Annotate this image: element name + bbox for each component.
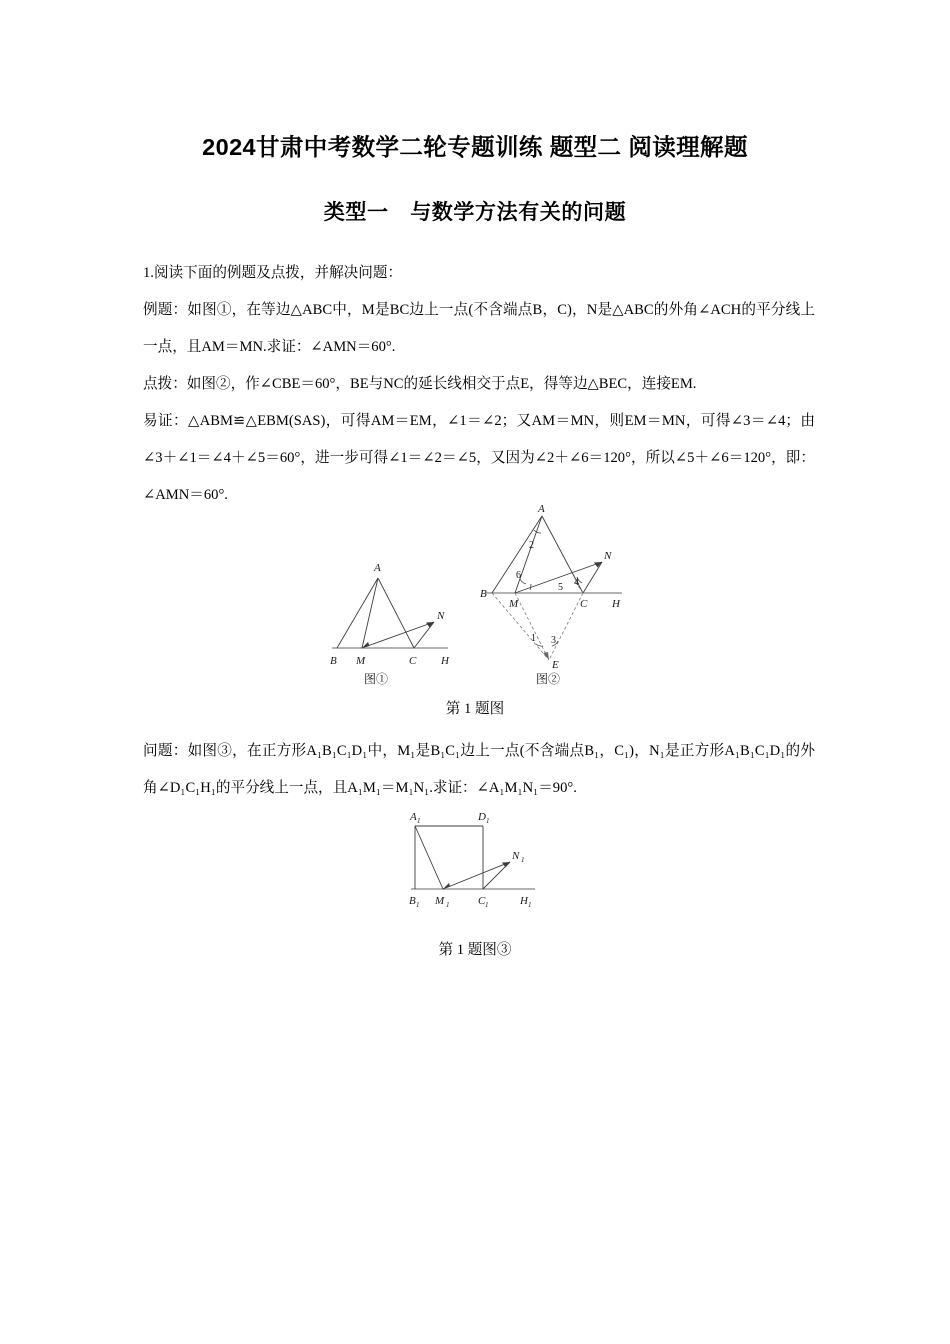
fig1-seg-AM bbox=[362, 578, 378, 648]
figure-1 bbox=[310, 525, 490, 685]
fig3-arrow-M bbox=[443, 883, 450, 889]
fig2-arrow-E bbox=[543, 652, 549, 660]
svg-text:1: 1 bbox=[528, 901, 532, 909]
fig2-label-A: A bbox=[538, 503, 545, 515]
question-paragraph bbox=[143, 733, 815, 807]
fig2-tick-5 bbox=[530, 584, 531, 590]
svg-text:C: C bbox=[478, 895, 486, 907]
svg-text:D: D bbox=[478, 811, 486, 823]
fig2-label-N: N bbox=[604, 550, 612, 562]
svg-text:1: 1 bbox=[416, 901, 420, 909]
prompt-paragraph bbox=[143, 255, 815, 292]
fig1-caption: 图① bbox=[364, 672, 389, 686]
fig1-seg-MN bbox=[362, 622, 434, 648]
fig1-label-C: C bbox=[409, 655, 417, 667]
figure-3-svg bbox=[395, 800, 555, 915]
example-paragraph bbox=[143, 292, 815, 366]
hint-paragraph-1 bbox=[143, 366, 815, 403]
fig3-label-M1 bbox=[434, 895, 450, 909]
question-text: 问题：如图③，在正方形A₁B₁C₁D₁中，M₁是B₁C₁边上一点(不含端点B₁，C₁)，N₁是正方形A₁B₁C₁D₁的外角∠D₁C₁H₁的平分线上一点，且A₁M₁＝M₁N₁.求证：∠A₁M₁N₁＝90°. bbox=[143, 743, 815, 796]
fig2-caption: 图② bbox=[536, 672, 561, 686]
svg-text:1: 1 bbox=[521, 856, 525, 864]
fig2-seg-CE bbox=[549, 593, 583, 660]
fig3-label-N1 bbox=[511, 850, 525, 864]
fig3-label-H1 bbox=[519, 895, 532, 909]
svg-text:1: 1 bbox=[417, 817, 421, 825]
fig3-label-D1 bbox=[477, 811, 490, 825]
fig2-angle-2: 2 bbox=[529, 540, 534, 551]
fig2-label-M: M bbox=[509, 598, 519, 610]
figure-3 bbox=[395, 800, 555, 915]
section-title: 类型一 与数学方法有关的问题 bbox=[323, 201, 627, 224]
hint-text-2: 易证：△ABM≌△EBM(SAS)，可得AM＝EM，∠1＝∠2；又AM＝MN，则EM＝MN，可得∠3＝∠4；由∠3＋∠1＝∠4＋∠5＝60°，进一步可得∠1＝∠2＝∠5，又因为∠2＋∠6＝120°，所以∠5＋∠6＝120°，即：∠AMN＝60°. bbox=[143, 413, 815, 503]
fig2-seg-CN bbox=[583, 562, 602, 593]
fig2-label-C: C bbox=[580, 598, 588, 610]
fig1-side-AB bbox=[337, 578, 378, 648]
fig1-label-B: B bbox=[330, 655, 337, 667]
fig2-tick-1 bbox=[536, 644, 543, 646]
fig3-seg-MN bbox=[443, 862, 510, 889]
fig2-side-AB bbox=[492, 516, 542, 593]
figure-1-svg bbox=[310, 525, 490, 685]
fig2-angle-6: 6 bbox=[516, 570, 521, 581]
svg-text:1: 1 bbox=[485, 901, 489, 909]
fig1-label-N: N bbox=[437, 610, 445, 622]
svg-text:A: A bbox=[410, 811, 417, 823]
fig2-seg-AM bbox=[515, 516, 542, 593]
fig2-label-E: E bbox=[552, 659, 559, 671]
fig3-label-C1 bbox=[478, 895, 489, 909]
svg-text:M: M bbox=[435, 895, 445, 907]
svg-text:1: 1 bbox=[446, 901, 450, 909]
prompt-text: 1.阅读下面的例题及点拨，并解决问题： bbox=[143, 265, 403, 281]
fig1-label-H: H bbox=[441, 655, 449, 667]
svg-text:H: H bbox=[520, 895, 528, 907]
page-title: 2024甘肃中考数学二轮专题训练 题型二 阅读理解题 bbox=[202, 134, 748, 160]
figure-2 bbox=[470, 500, 660, 685]
fig2-label-H: H bbox=[612, 598, 620, 610]
example-text: 例题：如图①，在等边△ABC中，M是BC边上一点(不含端点B，C)，N是△ABC的外角∠ACH的平分线上一点，且AM＝MN.求证：∠AMN＝60°. bbox=[143, 302, 815, 355]
fig3-label-A1 bbox=[409, 811, 421, 825]
fig2-angle-5: 5 bbox=[558, 582, 563, 593]
fig3-seg-AM bbox=[415, 826, 443, 889]
fig1-label-M: M bbox=[356, 655, 366, 667]
svg-text:B: B bbox=[409, 895, 416, 907]
figure-pair-caption: 第 1 题图 bbox=[445, 701, 505, 717]
fig2-angle-1: 1 bbox=[531, 633, 536, 644]
hint-text-1: 点拨：如图②，作∠CBE＝60°，BE与NC的延长线相交于点E，得等边△BEC，连接EM. bbox=[143, 376, 697, 392]
hint-paragraph-2 bbox=[143, 403, 815, 514]
fig2-angle-4: 4 bbox=[574, 577, 579, 588]
fig3-label-B1 bbox=[409, 895, 420, 909]
svg-text:1: 1 bbox=[486, 817, 490, 825]
fig1-label-A: A bbox=[374, 562, 381, 574]
figure-2-svg bbox=[470, 500, 660, 685]
fig2-tick-2 bbox=[534, 530, 541, 533]
fig2-label-B: B bbox=[480, 588, 487, 600]
svg-text:N: N bbox=[512, 850, 520, 862]
fig2-angle-3: 3 bbox=[551, 635, 556, 646]
figure-3-caption: 第 1 题图③ bbox=[438, 942, 512, 958]
fig1-side-AC bbox=[378, 578, 414, 648]
